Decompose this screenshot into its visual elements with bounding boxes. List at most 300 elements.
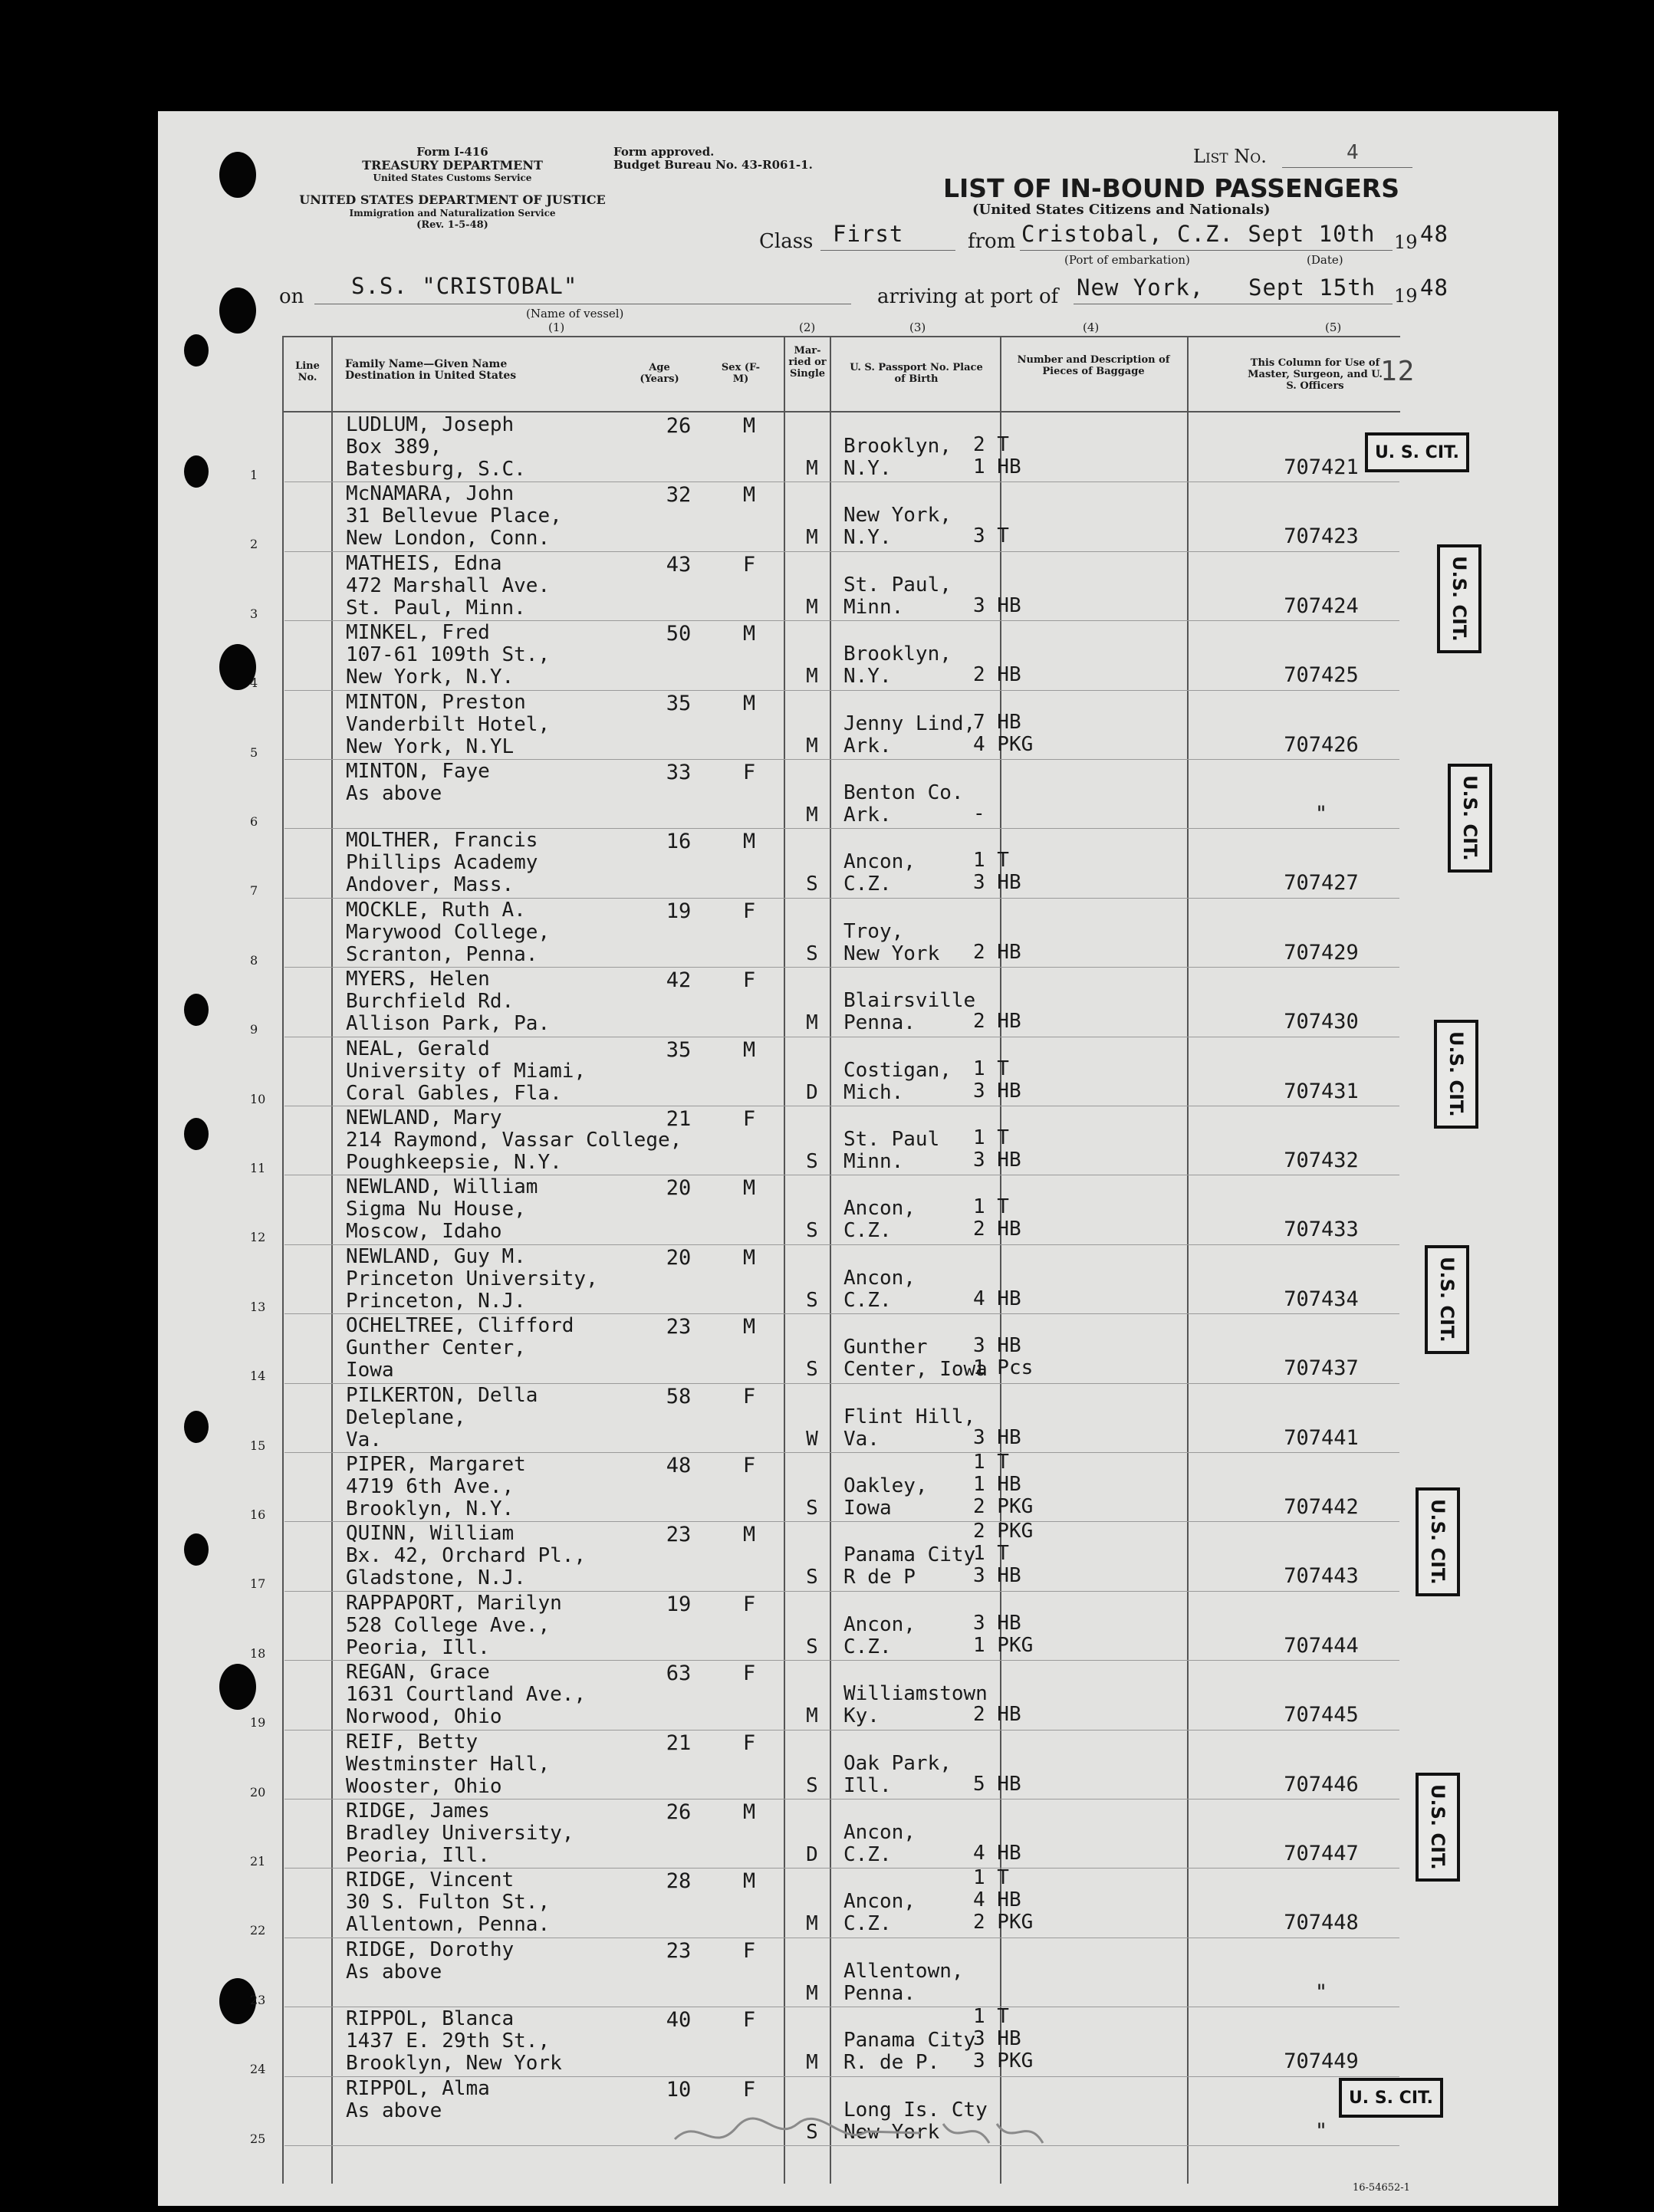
baggage-line: 4 HB (973, 1287, 1021, 1310)
passenger-name-destination (346, 692, 550, 758)
binder-hole (219, 288, 256, 334)
place-of-birth-line: C.Z. (843, 1635, 892, 1658)
place-of-birth-line: Minn. (843, 595, 904, 619)
destination-line: As above (346, 1960, 442, 1984)
place-of-birth-line: C.Z. (843, 1219, 892, 1243)
destination-line: Scranton, Penna. (346, 942, 538, 966)
baggage-line: 3 HB (973, 2027, 1021, 2051)
age: 43 (666, 552, 692, 577)
place-of-birth-line: N.Y. (843, 526, 892, 550)
baggage-line: 2 PKG (973, 1495, 1034, 1518)
age: 21 (666, 1107, 692, 1131)
table-row (250, 1175, 1399, 1245)
line-number: 8 (250, 952, 258, 968)
passenger-name: RIDGE, James (346, 1800, 490, 1823)
destination-line: Norwood, Ohio (346, 1705, 502, 1729)
class-value: First (833, 221, 904, 247)
destination-line: Marywood College, (346, 920, 551, 944)
footer-code: 16-54652-1 (1353, 2182, 1410, 2194)
sex: M (742, 1315, 756, 1339)
table-row (250, 621, 1399, 691)
header-baggage: Number and Description of Pieces of Baggage (1017, 354, 1170, 377)
table-row (250, 1383, 1399, 1454)
passenger-name-destination (346, 1939, 514, 1984)
place-of-birth-line: C.Z. (843, 1288, 892, 1312)
list-no-value: 4 (1347, 141, 1360, 164)
baggage (973, 1196, 1021, 1241)
line-number: 14 (250, 1369, 266, 1384)
marital-status: S (806, 1150, 818, 1173)
place-of-birth-line: N.Y. (843, 665, 892, 689)
year2-prefix: 19 (1394, 285, 1418, 307)
arrival-date: Sept 15th (1248, 274, 1376, 301)
passport-number: " (1314, 2118, 1328, 2143)
table-row (250, 829, 1399, 899)
baggage (973, 1011, 1021, 1033)
place-of-birth-line: Ancon, (843, 1890, 916, 1914)
date-caption: (Date) (1307, 253, 1343, 267)
baggage-line: 1 T (973, 1866, 1009, 1890)
passenger-name: RIDGE, Vincent (346, 1869, 515, 1892)
passport-number: 707444 (1284, 1633, 1359, 1658)
place-of-birth-line: Costigan, (843, 1058, 952, 1082)
sex: F (742, 1107, 756, 1131)
marital-status: S (806, 1358, 818, 1382)
destination-line: 214 Raymond, Vassar College, (346, 1129, 682, 1152)
us-cit-stamp: U.S. CIT. (1437, 544, 1481, 653)
baggage-line: 1 T (973, 1451, 1009, 1474)
marital-status: M (806, 1011, 818, 1035)
passenger-name: PILKERTON, Della (346, 1383, 538, 1407)
age: 21 (666, 1730, 692, 1755)
place-of-birth-line: Flint Hill, (843, 1405, 976, 1428)
header-line-no: Line No. (295, 360, 320, 383)
marital-status: M (806, 734, 818, 758)
destination-line: Batesburg, S.C. (346, 458, 526, 481)
line-number: 7 (250, 883, 258, 899)
line-number: 10 (250, 1091, 266, 1106)
baggage (973, 1127, 1021, 1172)
passenger-name-destination (346, 2078, 490, 2122)
us-cit-stamp: U.S. CIT. (1416, 1773, 1460, 1882)
age: 33 (666, 761, 692, 784)
marital-status: M (806, 526, 818, 550)
sex: M (742, 483, 756, 508)
passenger-name: NEWLAND, Mary (346, 1106, 502, 1129)
passport-number: 707447 (1284, 1842, 1359, 1865)
destination-line: Iowa (346, 1359, 394, 1382)
sex: M (742, 1869, 756, 1894)
place-of-birth-line: R de P (843, 1566, 916, 1589)
passport-number: 707448 (1284, 1911, 1359, 1935)
destination-line: 31 Bellevue Place, (346, 505, 562, 528)
age: 23 (666, 1523, 692, 1547)
destination-line: New York, N.YL (346, 735, 515, 758)
baggage-line: 4 PKG (973, 732, 1034, 756)
place-of-birth-line: Brooklyn, (843, 435, 952, 458)
passenger-name-destination (346, 968, 550, 1035)
table-row (250, 1520, 1399, 1592)
baggage-line: 1 T (973, 849, 1009, 873)
passenger-name-destination (346, 622, 550, 689)
col-num-2: (2) (799, 320, 816, 334)
age: 40 (666, 2008, 692, 2033)
baggage-line: 2 HB (973, 663, 1021, 687)
us-cit-stamp: U.S. CIT. (1434, 1020, 1478, 1129)
baggage-line: 3 HB (973, 871, 1021, 895)
table-row (250, 1314, 1399, 1384)
destination-line: Box 389, (346, 435, 442, 459)
place-of-birth (843, 851, 916, 896)
destination-line: Peoria, Ill. (346, 1635, 490, 1659)
signature (667, 2098, 1066, 2162)
place-of-birth (843, 1336, 988, 1381)
sex: F (742, 761, 756, 784)
header-bottom-rule (282, 411, 1400, 412)
sex: M (742, 1800, 756, 1824)
passenger-name: MOCKLE, Ruth A. (346, 898, 526, 922)
baggage-line: 2 HB (973, 1010, 1021, 1034)
baggage-line: 3 HB (973, 1611, 1021, 1635)
age: 20 (666, 1245, 692, 1270)
baggage (973, 1451, 1033, 1518)
passport-number: 707445 (1284, 1703, 1359, 1727)
age: 35 (666, 691, 692, 715)
place-of-birth-line: C.Z. (843, 873, 892, 896)
passport-number: 707421 (1284, 455, 1359, 479)
header-name: Family Name—Given Name Destination in United States (345, 358, 517, 382)
place-of-birth-line: R. de P. (843, 2051, 940, 2075)
passenger-name-destination (346, 1246, 598, 1313)
list-no-label: List No. (1193, 146, 1267, 167)
marital-status: M (806, 1704, 818, 1728)
table-row (250, 1938, 1399, 2008)
passport-number: 707446 (1284, 1772, 1359, 1796)
line-number: 6 (250, 814, 258, 829)
header-officers-mark: 12 (1380, 356, 1416, 387)
line-number: 18 (250, 1645, 266, 1661)
place-of-birth-line: Oakley, (843, 1474, 928, 1497)
binder-hole (184, 1411, 209, 1443)
passenger-name: NEWLAND, William (346, 1175, 538, 1199)
destination-line: Coral Gables, Fla. (346, 1081, 562, 1105)
table-row (250, 1730, 1399, 1800)
treasury-dept: TREASURY DEPARTMENT (362, 158, 543, 173)
us-cit-stamp: U.S. CIT. (1448, 764, 1492, 873)
table-row (250, 1800, 1399, 1869)
baggage-line: 4 HB (973, 1842, 1021, 1865)
marital-status: M (806, 804, 818, 827)
table-row (250, 1037, 1399, 1107)
baggage-line: 3 PKG (973, 2049, 1034, 2073)
table-row (250, 690, 1399, 761)
baggage-line: 2 HB (973, 1703, 1021, 1727)
line-number: 5 (250, 744, 258, 760)
place-of-birth (843, 1683, 988, 1727)
line-number: 4 (250, 675, 258, 691)
sex: M (742, 691, 756, 715)
destination-line: 107-61 109th St., (346, 643, 551, 667)
passenger-name: REIF, Betty (346, 1730, 478, 1753)
place-of-birth-line: Iowa (843, 1497, 892, 1520)
baggage (973, 1288, 1021, 1310)
form-approved: Form approved. (613, 145, 715, 159)
binder-hole (184, 1533, 209, 1566)
ins-service: Immigration and Naturalization Service (349, 208, 556, 219)
destination-line: Burchfield Rd. (346, 990, 515, 1014)
place-of-birth (843, 643, 952, 688)
passport-number: 707442 (1284, 1495, 1359, 1519)
marital-status: S (806, 1497, 818, 1520)
passport-number: 707427 (1284, 871, 1359, 896)
destination-line: Moscow, Idaho (346, 1220, 502, 1244)
sex: F (742, 1454, 756, 1477)
baggage-line: 2 T (973, 433, 1009, 456)
age: 63 (666, 1661, 692, 1686)
marital-status: S (806, 1773, 818, 1797)
line-number: 17 (250, 1576, 266, 1592)
destination-line: Princeton, N.J. (346, 1289, 526, 1313)
place-of-birth-line: Va. (843, 1427, 880, 1451)
place-of-birth (843, 1198, 916, 1242)
baggage-line: 3 HB (973, 1079, 1021, 1103)
passport-number: 707423 (1284, 524, 1359, 549)
place-of-birth (843, 435, 952, 480)
age: 20 (666, 1176, 692, 1201)
place-of-birth (843, 1406, 975, 1451)
passenger-name-destination (346, 1800, 574, 1867)
place-of-birth-line: Ancon, (843, 1821, 916, 1844)
destination-line: Princeton University, (346, 1267, 598, 1290)
baggage-line: 1 HB (973, 1473, 1021, 1496)
marital-status: S (806, 1219, 818, 1243)
passenger-name-destination (346, 899, 550, 966)
place-of-birth-line: Gunther (843, 1336, 928, 1359)
passenger-name-destination (346, 1107, 682, 1174)
passenger-name: REGAN, Grace (346, 1661, 490, 1684)
passport-number: " (1314, 1980, 1328, 2004)
table-row (250, 1866, 1399, 1938)
baggage-line: 3 HB (973, 1425, 1021, 1449)
header-passport: U. S. Passport No. Place of Birth (850, 362, 983, 385)
place-of-birth-line: Penna. (843, 1981, 916, 2005)
line-number: 1 (250, 468, 258, 482)
age: 26 (666, 414, 692, 438)
line-number: 13 (250, 1299, 266, 1314)
sex: F (742, 1384, 756, 1408)
passenger-name: MINKEL, Fred (346, 621, 490, 645)
passport-number: 707441 (1284, 1425, 1359, 1450)
sex: F (742, 552, 756, 577)
sex: M (742, 1176, 756, 1201)
destination-line: Poughkeepsie, N.Y. (346, 1151, 562, 1174)
baggage-line: 1 T (973, 2005, 1009, 2029)
line-number: 16 (250, 1507, 266, 1522)
baggage (973, 525, 1009, 547)
place-of-birth (843, 574, 952, 619)
table-row (250, 413, 1399, 483)
marital-status: S (806, 1635, 818, 1658)
passenger-name: RIPPOL, Alma (346, 2076, 490, 2100)
col-num-5: (5) (1325, 320, 1342, 334)
baggage-line: 1 T (973, 1057, 1009, 1080)
place-of-birth (843, 1822, 916, 1866)
sex: M (742, 1523, 756, 1547)
form-subtitle: (United States Citizens and Nationals) (972, 202, 1271, 218)
line-number: 15 (250, 1438, 266, 1453)
passenger-name-destination (346, 1592, 562, 1659)
marital-status: M (806, 1912, 818, 1936)
destination-line: University of Miami, (346, 1059, 587, 1083)
age: 19 (666, 899, 692, 923)
baggage (973, 1773, 1021, 1796)
baggage (973, 1842, 1021, 1865)
passenger-name: RAPPAPORT, Marilyn (346, 1591, 562, 1615)
baggage (973, 850, 1021, 894)
destination-line: New London, Conn. (346, 527, 551, 551)
place-of-birth-line: Williamstown (843, 1682, 988, 1706)
class-label: Class (759, 230, 814, 253)
passenger-name-destination (346, 761, 490, 805)
passport-number: 707434 (1284, 1287, 1359, 1311)
table-row (250, 968, 1399, 1037)
budget-bureau: Budget Bureau No. 43-R061-1. (613, 158, 813, 172)
arrival-port: New York, (1077, 274, 1205, 301)
passport-number: 707424 (1284, 593, 1359, 618)
age: 26 (666, 1800, 692, 1824)
baggage (973, 595, 1021, 617)
line-number: 20 (250, 1784, 266, 1800)
baggage (973, 1520, 1033, 1587)
baggage-line: 1 T (973, 1195, 1009, 1219)
place-of-birth (843, 1961, 964, 2005)
sex: F (742, 2077, 756, 2102)
place-of-birth-line: Ark. (843, 804, 892, 827)
header-age: Age (Years) (640, 362, 679, 385)
sex: F (742, 899, 756, 923)
destination-line: 1437 E. 29th St., (346, 2030, 551, 2053)
destination-line: 30 S. Fulton St., (346, 1891, 551, 1915)
place-of-birth-line: New York, (843, 504, 952, 528)
baggage (973, 1704, 1021, 1726)
from-underline (1020, 250, 1393, 251)
place-of-birth-line: C.Z. (843, 1912, 892, 1936)
binder-hole (219, 1664, 256, 1710)
us-cit-stamp: U. S. CIT. (1339, 2078, 1443, 2118)
table-row (250, 482, 1399, 552)
baggage-line: 3 HB (973, 1564, 1021, 1588)
place-of-birth-line: New York (843, 942, 940, 965)
sex: M (742, 830, 756, 854)
place-of-birth-line: Jenny Lind, (843, 712, 976, 735)
baggage-line: 1 Pcs (973, 1356, 1034, 1380)
baggage-line: 1 T (973, 1126, 1009, 1149)
passport-number: 707425 (1284, 663, 1359, 688)
age: 50 (666, 622, 692, 646)
baggage (973, 1427, 1021, 1449)
passenger-name: PIPER, Margaret (346, 1453, 526, 1476)
destination-line: Va. (346, 1428, 382, 1451)
sex: F (742, 1730, 756, 1755)
place-of-birth-line: Ancon, (843, 1266, 916, 1290)
baggage (973, 664, 1021, 686)
from-label: from (968, 230, 1016, 253)
marital-status: S (806, 942, 818, 965)
destination-line: Brooklyn, New York (346, 2052, 562, 2076)
line-number: 25 (250, 2131, 266, 2146)
baggage-line: 3 T (973, 524, 1009, 548)
vessel-name: S.S. "CRISTOBAL" (351, 273, 578, 299)
place-of-birth-line: Benton Co. (843, 781, 964, 804)
destination-line: Brooklyn, N.Y. (346, 1497, 515, 1520)
line-number: 22 (250, 1923, 266, 1938)
line-number: 23 (250, 1992, 266, 2007)
destination-line: New York, N.Y. (346, 666, 515, 689)
table-top-rule (282, 336, 1400, 337)
destination-line: As above (346, 2099, 442, 2122)
age: 19 (666, 1592, 692, 1616)
baggage (973, 2006, 1033, 2072)
place-of-birth-line: St. Paul, (843, 573, 952, 597)
place-of-birth-line: Ky. (843, 1704, 880, 1728)
col-num-3: (3) (909, 320, 926, 334)
destination-line: St. Paul, Minn. (346, 596, 526, 620)
baggage-line: 5 HB (973, 1772, 1021, 1796)
sex: M (742, 1037, 756, 1062)
destination-line: Bx. 42, Orchard Pl., (346, 1544, 587, 1568)
passenger-name-destination (346, 1661, 586, 1728)
destination-line: 528 College Ave., (346, 1613, 551, 1637)
destination-line: Allison Park, Pa. (346, 1012, 551, 1036)
binder-hole (184, 455, 209, 488)
col-num-1: (1) (548, 320, 565, 334)
destination-line: Deleplane, (346, 1405, 466, 1429)
sex: F (742, 968, 756, 993)
marital-status: D (806, 1080, 818, 1104)
place-of-birth-line: Ancon, (843, 1197, 916, 1221)
marital-status: M (806, 1981, 818, 2005)
destination-line: 4719 6th Ave., (346, 1475, 515, 1498)
us-cit-stamp: U.S. CIT. (1425, 1245, 1469, 1354)
passenger-name-destination (346, 1523, 586, 1589)
age: 35 (666, 1037, 692, 1062)
marital-status: S (806, 1288, 818, 1312)
baggage (973, 712, 1033, 756)
passenger-name: RIDGE, Dorothy (346, 1938, 515, 1961)
destination-line: Bradley University, (346, 1822, 574, 1845)
place-of-birth (843, 1544, 975, 1589)
marital-status: M (806, 595, 818, 619)
passport-number: " (1314, 802, 1328, 826)
place-of-birth-line: Allentown, (843, 1959, 964, 1983)
place-of-birth-line: Ancon, (843, 850, 916, 874)
passenger-name: MATHEIS, Edna (346, 551, 502, 575)
table-row (250, 551, 1399, 622)
baggage (973, 1058, 1021, 1103)
binder-hole (219, 152, 256, 198)
baggage-line: 7 HB (973, 710, 1021, 734)
sex: M (742, 622, 756, 646)
passport-number: 707426 (1284, 732, 1359, 757)
marital-status: S (806, 873, 818, 896)
us-cit-stamp: U.S. CIT. (1416, 1487, 1460, 1596)
baggage-line: 4 HB (973, 1888, 1021, 1912)
destination-line: Vanderbilt Hotel, (346, 712, 551, 736)
table-row (250, 760, 1399, 830)
passenger-name: MINTON, Preston (346, 690, 526, 714)
form-number: Form I-416 (416, 145, 488, 159)
destination-line: Wooster, Ohio (346, 1774, 502, 1798)
